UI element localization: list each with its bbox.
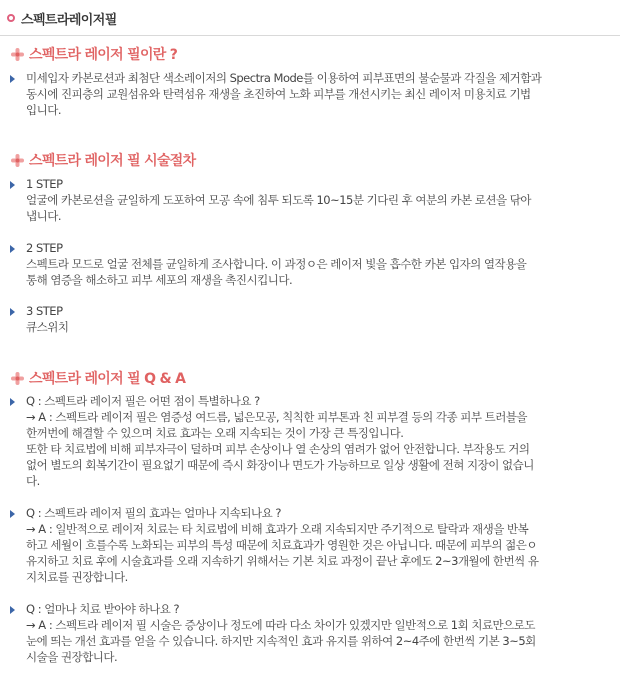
list-item-text [26,240,610,288]
text-line: 없어 별도의 회복기간이 필요없기 때문에 즉시 화장이나 면도가 가능하므로 일상 생활에 전혀 지장이 없습니 [26,458,534,472]
list-item-text [26,393,610,489]
triangle-bullet-icon [10,75,15,83]
text-line: 2 STEP [26,241,63,255]
list-item-text [26,176,610,224]
section-heading-text: 스펙트라 레이저 필 Q & A [29,371,186,387]
text-line: 3 STEP [26,304,63,318]
text-line: 큐스위치 [26,320,69,334]
text-line: 스펙트라 모드로 얼굴 전체를 균일하게 조사합니다. 이 과정ㅇ은 레이저 빛을 흡수한 카본 입자의 열작용을 [26,257,527,271]
flower-cross-icon [10,153,25,168]
text-line: → A : 일반적으로 레이저 치료는 타 치료법에 비해 효과가 오래 지속되지만 주기적으로 탈락과 재생을 반복 [26,522,529,536]
page-title: 스펙트라레이저필 [21,12,117,28]
triangle-bullet-icon [10,606,15,614]
text-line: 유지하고 치료 후에 시술효과를 오래 지속하기 위해서는 기본 치료 과정이 끝난 후에도 2~3개월에 한번씩 유 [26,554,539,568]
list-item [10,601,610,665]
list-item-text [26,505,610,585]
text-line: 얼굴에 카본로션을 균일하게 도포하여 모공 속에 침투 되도록 10~15분 기다린 후 여분의 카본 로션을 닦아 [26,193,531,207]
list-item [10,505,610,585]
section-heading-text: 스펙트라 레이저 필이란 ? [29,47,178,63]
triangle-bullet-icon [10,245,15,253]
circle-bullet-icon [7,14,15,22]
list-item-text [26,70,610,118]
section-heading [10,368,185,388]
triangle-bullet-icon [10,398,15,406]
text-line: → A : 스펙트라 레이저 필은 염증성 여드름, 넓은모공, 칙칙한 피부톤과 친 피부결 등의 각종 피부 트러블을 [26,410,528,424]
section-heading-text: 스펙트라 레이저 필 시술절차 [29,153,196,169]
page-title-bar [0,0,620,36]
text-line: Q : 얼마나 치료 받아야 하나요 ? [26,602,180,616]
text-line: → A : 스펙트라 레이저 필 시술은 증상이나 정도에 따라 다소 차이가 있겠지만 일반적으로 1회 치료만으로도 [26,618,535,632]
triangle-bullet-icon [10,181,15,189]
text-line: 동시에 진피층의 교원섬유와 탄력섬유 재생을 초진하여 노화 피부를 개선시키는 최신 레이저 미용치료 기법 [26,87,531,101]
text-line: 지치료를 권장합니다. [26,570,128,584]
section-heading [10,150,195,170]
text-line: 눈에 띄는 개선 효과를 얻을 수 있습니다. 하지만 지속적인 효과 유지를 위하여 2~4주에 한번씩 기본 3~5회 [26,634,536,648]
list-item [10,70,610,118]
triangle-bullet-icon [10,308,15,316]
text-line: 하고 세월이 흐를수록 노화되는 피부의 특성 때문에 치료효과가 영원한 것은 아닙니다. 때문에 피부의 젊은ㅇ [26,538,537,552]
text-line: 입니다. [26,103,61,117]
list-item [10,303,610,335]
title-divider [0,35,620,36]
list-item-text [26,601,610,665]
section-heading [10,44,177,64]
text-line: 한꺼번에 해결할 수 있으며 치료 효과는 오래 지속되는 것이 가장 큰 특징입니다. [26,426,404,440]
text-line: 또한 타 치료법에 비해 피부자극이 덜하며 피부 손상이나 열 손상의 염려가 없어 안전합니다. 부작용도 거의 [26,442,530,456]
flower-cross-icon [10,47,25,62]
text-line: Q : 스펙트라 레이저 필의 효과는 얼마나 지속되나요 ? [26,506,281,520]
text-line: 다. [26,474,40,488]
list-item [10,393,610,489]
text-line: 미세입자 카본로션과 최첨단 색소레이저의 Spectra Mode를 이용하여 피부표면의 불순물과 각질을 제거함과 [26,71,542,85]
triangle-bullet-icon [10,510,15,518]
text-line: 시술을 권장합니다. [26,650,118,664]
text-line: 1 STEP [26,177,63,191]
list-item [10,240,610,288]
text-line: 통해 염증을 해소하고 피부 세포의 재생을 촉진시킵니다. [26,273,293,287]
text-line: 냅니다. [26,209,61,223]
flower-cross-icon [10,371,25,386]
list-item [10,176,610,224]
list-item-text [26,303,610,335]
text-line: Q : 스펙트라 레이저 필은 어떤 점이 특별하나요 ? [26,394,260,408]
